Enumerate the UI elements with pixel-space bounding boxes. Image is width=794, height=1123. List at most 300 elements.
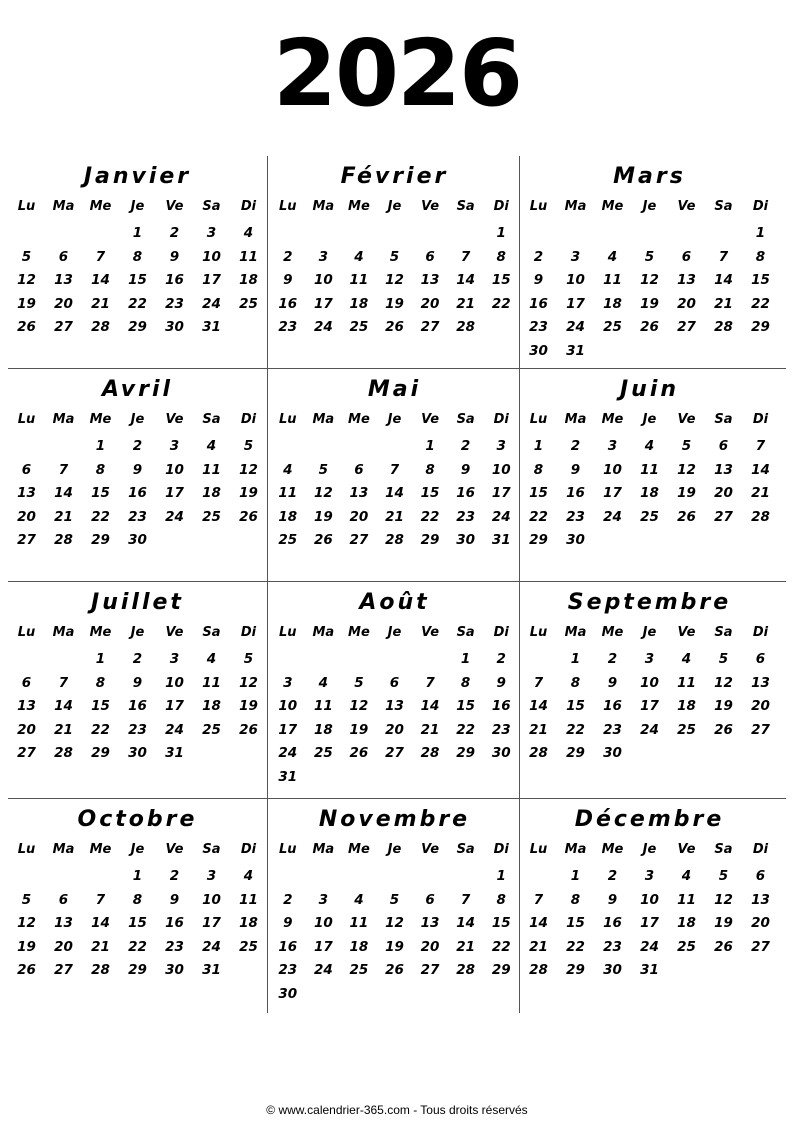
day-cell: 8 xyxy=(132,891,143,908)
day-cell: 8 xyxy=(95,461,106,478)
weekday-header: Di xyxy=(493,625,509,640)
weekday-header: Ma xyxy=(312,412,335,427)
weekday-header: Ma xyxy=(52,412,75,427)
day-cell: 3 xyxy=(283,674,293,691)
weekday-header: Lu xyxy=(17,199,36,214)
month-name: Janvier xyxy=(83,164,192,189)
day-cell: 24 xyxy=(640,938,659,955)
weekday-header: Me xyxy=(348,625,370,640)
day-cell: 16 xyxy=(456,485,476,501)
day-cell: 3 xyxy=(169,651,180,667)
day-cell: 26 xyxy=(349,745,369,761)
day-cell: 7 xyxy=(425,674,435,691)
day-cell: 31 xyxy=(165,745,184,761)
weekday-header: Je xyxy=(387,842,402,857)
day-cell: 21 xyxy=(54,508,73,525)
day-cell: 13 xyxy=(385,698,404,714)
day-cell: 3 xyxy=(570,248,581,265)
day-cell: 2 xyxy=(132,651,143,667)
empty-cell xyxy=(631,222,668,246)
month-2 xyxy=(520,156,779,368)
weekday-header: Lu xyxy=(529,412,548,427)
weekday-header: Di xyxy=(493,842,509,857)
day-cell: 19 xyxy=(385,295,404,312)
weekday-header: Ve xyxy=(165,199,184,214)
day-cell: 9 xyxy=(460,461,471,478)
day-cell: 28 xyxy=(456,962,476,978)
empty-cell xyxy=(82,865,119,889)
weekday-header: Ve xyxy=(421,412,440,427)
day-cell: 14 xyxy=(529,698,548,714)
day-cell: 27 xyxy=(677,319,696,335)
weekday-header: Ma xyxy=(312,199,335,214)
day-cell: 18 xyxy=(349,295,369,312)
day-cell: 10 xyxy=(165,461,184,478)
day-cell: 4 xyxy=(318,674,329,691)
day-cell: 4 xyxy=(607,248,618,265)
day-cell: 28 xyxy=(529,745,548,761)
day-cell: 27 xyxy=(420,962,440,978)
day-cell: 24 xyxy=(566,319,585,335)
day-cell: 9 xyxy=(607,891,618,908)
day-cell: 1 xyxy=(496,868,506,884)
day-cell: 6 xyxy=(755,651,766,667)
day-cell: 23 xyxy=(128,721,147,738)
empty-cell xyxy=(520,222,557,246)
day-cell: 30 xyxy=(165,962,184,978)
day-cell: 20 xyxy=(751,915,770,931)
day-cell: 21 xyxy=(456,295,476,312)
weekday-header: Je xyxy=(642,412,657,427)
day-cell: 9 xyxy=(283,272,293,288)
day-cell: 18 xyxy=(677,698,696,714)
day-cell: 24 xyxy=(313,962,333,978)
day-cell: 10 xyxy=(165,674,184,691)
day-cell: 13 xyxy=(751,891,770,908)
day-cell: 16 xyxy=(603,698,622,714)
day-cell: 6 xyxy=(58,891,69,908)
day-cell: 18 xyxy=(202,698,221,714)
day-cell: 28 xyxy=(714,319,733,335)
day-cell: 25 xyxy=(239,938,258,955)
day-cell: 7 xyxy=(95,248,106,265)
weekday-header: Ma xyxy=(52,625,75,640)
day-grid xyxy=(520,409,779,553)
day-cell: 16 xyxy=(566,485,585,501)
weekday-header: Me xyxy=(89,842,112,857)
day-cell: 12 xyxy=(17,915,36,931)
day-cell: 5 xyxy=(21,891,32,908)
empty-cell xyxy=(270,865,306,889)
day-cell: 2 xyxy=(283,891,293,908)
day-cell: 17 xyxy=(640,915,659,931)
day-grid xyxy=(8,409,267,553)
day-cell: 18 xyxy=(239,915,258,931)
weekday-header: Ve xyxy=(165,625,184,640)
day-cell: 17 xyxy=(313,295,333,312)
weekday-header: Lu xyxy=(529,842,548,857)
day-cell: 9 xyxy=(570,461,581,478)
day-cell: 7 xyxy=(95,891,106,908)
day-cell: 8 xyxy=(496,891,506,908)
weekday-header: Di xyxy=(752,199,769,214)
day-cell: 7 xyxy=(389,461,400,478)
day-cell: 13 xyxy=(54,915,73,931)
weekday-header: Di xyxy=(240,199,257,214)
day-cell: 19 xyxy=(239,698,258,714)
day-cell: 24 xyxy=(491,508,511,525)
day-cell: 8 xyxy=(95,674,106,691)
day-cell: 26 xyxy=(313,532,333,548)
empty-cell xyxy=(412,865,448,889)
day-cell: 27 xyxy=(54,962,73,978)
day-cell: 14 xyxy=(54,698,73,714)
day-cell: 8 xyxy=(533,461,544,478)
day-cell: 12 xyxy=(239,461,258,478)
weekday-header: Je xyxy=(130,412,145,427)
day-cell: 21 xyxy=(529,721,548,738)
day-cell: 26 xyxy=(385,962,404,978)
day-cell: 19 xyxy=(385,938,404,955)
day-cell: 8 xyxy=(460,674,471,691)
day-cell: 18 xyxy=(603,295,622,312)
weekday-header: Sa xyxy=(456,199,475,214)
day-cell: 9 xyxy=(607,674,618,691)
empty-cell xyxy=(412,648,448,672)
day-cell: 27 xyxy=(17,532,36,548)
day-cell: 22 xyxy=(91,721,110,738)
day-cell: 11 xyxy=(202,674,221,691)
day-cell: 10 xyxy=(202,248,221,265)
weekday-header: Di xyxy=(240,412,257,427)
weekday-header: Je xyxy=(130,842,145,857)
weekday-header: Sa xyxy=(456,842,475,857)
day-cell: 30 xyxy=(603,962,622,978)
day-cell: 17 xyxy=(202,915,221,931)
day-cell: 20 xyxy=(420,295,440,312)
day-cell: 13 xyxy=(714,461,733,478)
weekday-header: Me xyxy=(601,199,624,214)
day-cell: 24 xyxy=(278,745,298,761)
day-cell: 19 xyxy=(714,915,733,931)
day-cell: 14 xyxy=(54,485,73,501)
weekday-header: Ve xyxy=(421,842,440,857)
weekday-header: Ve xyxy=(677,412,696,427)
empty-cell xyxy=(45,435,82,459)
quarter-row xyxy=(8,799,786,1013)
day-cell: 8 xyxy=(570,891,581,908)
day-cell: 6 xyxy=(389,674,400,691)
weekday-header: Lu xyxy=(529,199,548,214)
day-cell: 12 xyxy=(313,485,333,501)
day-cell: 28 xyxy=(385,532,404,548)
weekday-header: Sa xyxy=(714,412,733,427)
empty-cell xyxy=(377,435,413,459)
month-name: Décembre xyxy=(574,807,725,832)
empty-cell xyxy=(270,222,306,246)
day-cell: 14 xyxy=(456,915,476,931)
day-cell: 30 xyxy=(529,342,548,359)
weekday-header: Lu xyxy=(279,842,297,857)
day-cell: 6 xyxy=(425,248,435,265)
month-0 xyxy=(8,156,267,368)
day-cell: 30 xyxy=(456,532,476,548)
day-cell: 30 xyxy=(603,745,622,761)
day-cell: 21 xyxy=(714,295,733,312)
day-cell: 22 xyxy=(420,508,440,525)
day-cell: 9 xyxy=(132,674,143,691)
day-cell: 1 xyxy=(132,225,143,241)
day-cell: 12 xyxy=(239,674,258,691)
day-cell: 25 xyxy=(278,532,298,548)
day-cell: 15 xyxy=(91,698,110,714)
weekday-header: Je xyxy=(130,625,145,640)
day-cell: 16 xyxy=(165,915,184,931)
day-cell: 17 xyxy=(566,295,585,312)
day-cell: 27 xyxy=(17,745,36,761)
day-cell: 15 xyxy=(420,485,440,501)
day-cell: 28 xyxy=(751,508,770,525)
day-cell: 26 xyxy=(239,721,258,738)
day-cell: 2 xyxy=(496,651,506,667)
day-cell: 3 xyxy=(169,438,180,454)
day-cell: 1 xyxy=(755,225,766,241)
day-cell: 11 xyxy=(278,485,298,501)
day-cell: 27 xyxy=(54,319,73,335)
year-title: 2026 xyxy=(272,20,522,127)
day-cell: 15 xyxy=(491,272,511,288)
day-cell: 10 xyxy=(278,698,298,714)
day-grid xyxy=(8,622,267,766)
day-cell: 2 xyxy=(132,438,143,454)
month-name: Mars xyxy=(613,164,686,189)
day-cell: 1 xyxy=(496,225,506,241)
weekday-header: Me xyxy=(89,625,112,640)
day-cell: 3 xyxy=(644,868,655,884)
weekday-header: Di xyxy=(240,842,257,857)
day-cell: 12 xyxy=(385,272,404,288)
day-cell: 23 xyxy=(128,508,147,525)
day-cell: 26 xyxy=(714,721,733,738)
month-7 xyxy=(267,582,520,798)
day-cell: 16 xyxy=(128,698,147,714)
day-cell: 22 xyxy=(491,938,511,955)
month-name: Octobre xyxy=(77,807,198,832)
day-cell: 17 xyxy=(202,272,221,288)
weekday-header: Me xyxy=(348,412,370,427)
day-cell: 25 xyxy=(202,508,221,525)
day-cell: 7 xyxy=(460,248,471,265)
day-cell: 23 xyxy=(165,938,184,955)
day-cell: 29 xyxy=(128,319,147,335)
day-grid xyxy=(8,839,267,983)
day-cell: 29 xyxy=(128,962,147,978)
day-cell: 9 xyxy=(169,248,180,265)
empty-cell xyxy=(520,865,557,889)
day-cell: 16 xyxy=(278,295,298,312)
day-cell: 23 xyxy=(603,721,622,738)
day-cell: 11 xyxy=(349,272,369,288)
day-cell: 9 xyxy=(169,891,180,908)
empty-cell xyxy=(270,648,306,672)
quarter-row xyxy=(8,369,786,582)
month-name: Septembre xyxy=(567,590,732,615)
day-cell: 4 xyxy=(681,868,692,884)
day-cell: 4 xyxy=(354,891,364,908)
day-cell: 5 xyxy=(718,868,729,884)
month-6 xyxy=(8,582,267,798)
weekday-header: Lu xyxy=(279,199,297,214)
weekday-header: Je xyxy=(387,625,402,640)
day-cell: 4 xyxy=(283,461,293,478)
day-cell: 22 xyxy=(529,508,548,525)
day-cell: 27 xyxy=(751,938,770,955)
empty-cell xyxy=(45,648,82,672)
day-grid xyxy=(520,839,779,983)
day-cell: 25 xyxy=(640,508,659,525)
weekday-header: Di xyxy=(752,842,769,857)
day-cell: 13 xyxy=(751,674,770,691)
day-cell: 21 xyxy=(420,721,440,738)
day-cell: 24 xyxy=(165,508,184,525)
weekday-header: Me xyxy=(601,412,624,427)
day-cell: 6 xyxy=(718,438,729,454)
day-cell: 2 xyxy=(283,248,293,265)
weekday-header: Sa xyxy=(202,625,221,640)
empty-cell xyxy=(45,222,82,246)
day-cell: 20 xyxy=(385,721,404,738)
day-cell: 10 xyxy=(313,272,333,288)
day-cell: 2 xyxy=(169,868,180,884)
day-cell: 28 xyxy=(54,532,73,548)
day-cell: 1 xyxy=(570,868,581,884)
day-cell: 24 xyxy=(313,319,333,335)
empty-cell xyxy=(306,222,342,246)
empty-cell xyxy=(557,222,594,246)
day-cell: 15 xyxy=(566,698,585,714)
day-cell: 23 xyxy=(278,319,298,335)
weekday-header: Je xyxy=(642,842,657,857)
day-cell: 20 xyxy=(714,485,733,501)
month-11 xyxy=(520,799,779,1013)
day-cell: 15 xyxy=(128,915,147,931)
day-cell: 20 xyxy=(751,698,770,714)
day-cell: 26 xyxy=(714,938,733,955)
day-cell: 31 xyxy=(202,319,221,335)
day-cell: 25 xyxy=(349,319,369,335)
day-cell: 14 xyxy=(420,698,440,714)
month-1 xyxy=(267,156,520,368)
day-cell: 28 xyxy=(54,745,73,761)
day-cell: 11 xyxy=(239,891,258,908)
weekday-header: Ve xyxy=(677,199,696,214)
day-cell: 2 xyxy=(607,868,618,884)
day-cell: 19 xyxy=(17,295,36,312)
day-cell: 7 xyxy=(533,674,544,691)
day-cell: 31 xyxy=(491,532,511,548)
day-cell: 14 xyxy=(751,461,770,478)
day-cell: 17 xyxy=(165,698,184,714)
day-cell: 30 xyxy=(165,319,184,335)
day-cell: 15 xyxy=(529,485,548,501)
empty-cell xyxy=(705,222,742,246)
weekday-header: Sa xyxy=(714,625,733,640)
day-cell: 15 xyxy=(751,272,770,288)
day-cell: 28 xyxy=(529,962,548,978)
day-cell: 3 xyxy=(318,891,329,908)
month-10 xyxy=(267,799,520,1013)
day-cell: 24 xyxy=(202,295,221,312)
day-cell: 6 xyxy=(58,248,69,265)
day-cell: 26 xyxy=(17,319,36,335)
weekday-header: Ma xyxy=(564,412,587,427)
weekday-header: Ma xyxy=(52,199,75,214)
day-cell: 15 xyxy=(456,698,476,714)
day-cell: 30 xyxy=(491,745,511,761)
day-cell: 16 xyxy=(278,938,298,955)
day-cell: 9 xyxy=(132,461,143,478)
day-cell: 7 xyxy=(58,461,69,478)
day-cell: 4 xyxy=(243,868,254,884)
empty-cell xyxy=(377,648,413,672)
day-cell: 18 xyxy=(278,508,298,525)
day-cell: 31 xyxy=(202,962,221,978)
month-name: Août xyxy=(359,590,430,615)
weekday-header: Je xyxy=(642,199,657,214)
month-name: Novembre xyxy=(318,807,471,832)
day-cell: 9 xyxy=(533,272,544,288)
day-cell: 20 xyxy=(17,721,36,738)
day-cell: 2 xyxy=(460,438,471,454)
month-name: Février xyxy=(340,164,449,189)
empty-cell xyxy=(377,865,413,889)
day-cell: 5 xyxy=(21,248,32,265)
day-cell: 31 xyxy=(278,768,298,785)
day-cell: 19 xyxy=(677,485,696,501)
day-cell: 27 xyxy=(714,508,733,525)
day-cell: 17 xyxy=(603,485,622,501)
day-cell: 21 xyxy=(91,938,110,955)
calendar-grid xyxy=(8,156,786,1013)
day-cell: 21 xyxy=(529,938,548,955)
day-cell: 4 xyxy=(681,651,692,667)
day-cell: 7 xyxy=(58,674,69,691)
weekday-header: Ve xyxy=(421,199,440,214)
day-cell: 5 xyxy=(243,651,254,667)
weekday-header: Ma xyxy=(312,842,335,857)
day-cell: 16 xyxy=(529,295,548,312)
weekday-header: Ma xyxy=(564,199,587,214)
day-cell: 14 xyxy=(529,915,548,931)
weekday-header: Di xyxy=(752,625,769,640)
day-cell: 13 xyxy=(17,698,36,714)
weekday-header: Sa xyxy=(202,412,221,427)
day-grid xyxy=(8,196,267,340)
day-cell: 22 xyxy=(566,938,585,955)
empty-cell xyxy=(306,865,342,889)
weekday-header: Lu xyxy=(279,412,297,427)
day-cell: 15 xyxy=(128,272,147,288)
day-grid xyxy=(520,196,779,363)
day-cell: 23 xyxy=(529,319,548,335)
day-cell: 28 xyxy=(420,745,440,761)
day-cell: 3 xyxy=(206,868,217,884)
empty-cell xyxy=(341,865,377,889)
day-cell: 29 xyxy=(751,319,770,335)
weekday-header: Ve xyxy=(677,625,696,640)
month-4 xyxy=(267,369,520,581)
day-cell: 20 xyxy=(677,295,696,312)
